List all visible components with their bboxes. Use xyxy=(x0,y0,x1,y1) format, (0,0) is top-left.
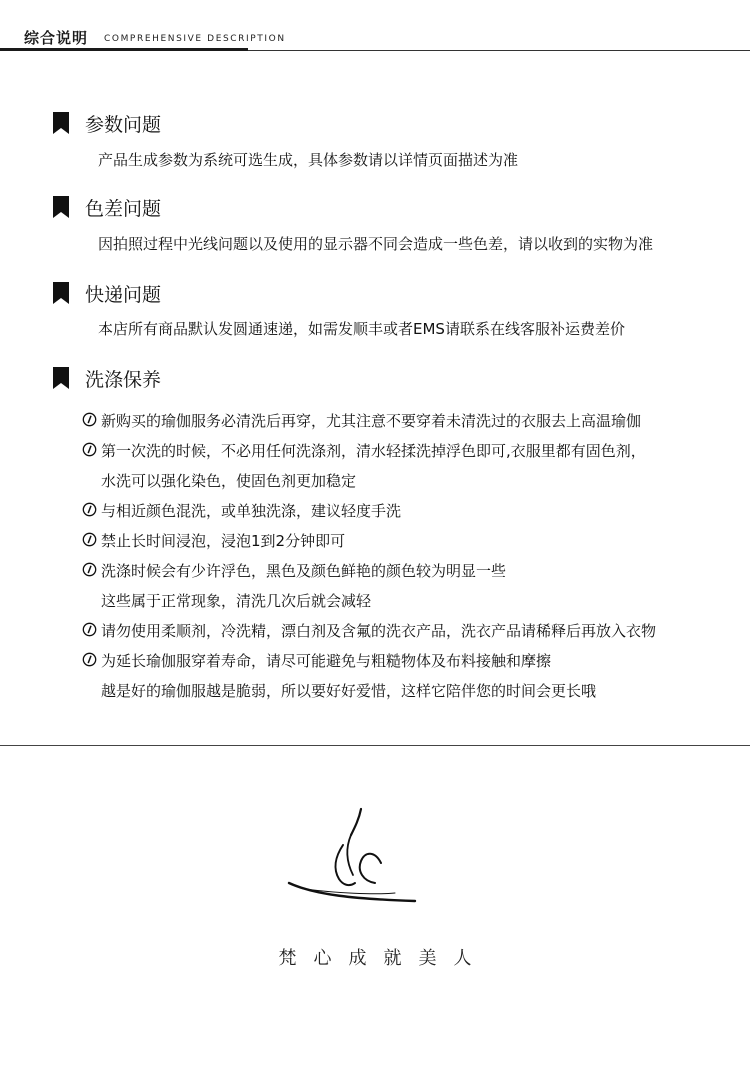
section-title: 参数问题 xyxy=(85,114,162,136)
info-circle-icon xyxy=(82,412,97,427)
header-rule-thick xyxy=(0,48,248,51)
header-rule-thin xyxy=(248,50,750,51)
care-item-continuation: 水洗可以强化染色，使固色剂更加稳定 xyxy=(101,472,357,490)
info-circle-icon xyxy=(82,622,97,637)
care-item-text: 为延长瑜伽服穿着寿命，请尽可能避免与粗糙物体及布料接触和摩擦 xyxy=(101,652,552,670)
header-title-cn: 综合说明 xyxy=(24,29,89,47)
header xyxy=(0,0,750,52)
brand-slogan: 梵心成就美人 xyxy=(278,948,489,969)
section-title: 洗涤保养 xyxy=(85,369,162,391)
info-circle-icon xyxy=(82,532,97,547)
header-title-en: COMPREHENSIVE DESCRIPTION xyxy=(104,34,286,44)
care-item-continuation: 这些属于正常现象，清洗几次后就会减轻 xyxy=(101,592,372,610)
care-item-text: 第一次洗的时候，不必用任何洗涤剂，清水轻揉洗掉浮色即可,衣服里都有固色剂， xyxy=(101,442,646,460)
section-shipping-text: 本店所有商品默认发圆通速递，如需发顺丰或者EMS请联系在线客服补运费差价 xyxy=(98,320,625,338)
bookmark-icon xyxy=(53,112,69,134)
care-item-text: 请勿使用柔顺剂，冷洗精，漂白剂及含氟的洗衣产品，洗衣产品请稀释后再放入衣物 xyxy=(101,622,657,640)
bookmark-icon xyxy=(53,282,69,304)
info-circle-icon xyxy=(82,442,97,457)
bookmark-icon xyxy=(53,196,69,218)
info-circle-icon xyxy=(82,652,97,667)
section-title: 色差问题 xyxy=(85,198,162,220)
section-color-text: 因拍照过程中光线问题以及使用的显示器不同会造成一些色差，请以收到的实物为准 xyxy=(98,235,654,253)
section-title: 快递问题 xyxy=(85,284,162,306)
care-item-continuation: 越是好的瑜伽服越是脆弱，所以要好好爱惜，这样它陪伴您的时间会更长哦 xyxy=(101,682,597,700)
bookmark-icon xyxy=(53,367,69,389)
footer-divider xyxy=(0,745,750,746)
info-circle-icon xyxy=(82,502,97,517)
care-item-text: 洗涤时候会有少许浮色，黑色及颜色鲜艳的颜色较为明显一些 xyxy=(101,562,507,580)
info-circle-icon xyxy=(82,562,97,577)
care-item-text: 新购买的瑜伽服务必清洗后再穿，尤其注意不要穿着未清洗过的衣服去上高温瑜伽 xyxy=(101,412,642,430)
care-item-text: 禁止长时间浸泡，浸泡1到2分钟即可 xyxy=(101,532,346,550)
care-item-text: 与相近颜色混洗，或单独洗涤，建议轻度手洗 xyxy=(101,502,402,520)
section-params-text: 产品生成参数为系统可选生成，具体参数请以详情页面描述为准 xyxy=(98,151,519,169)
brand-logo-icon xyxy=(285,805,425,905)
